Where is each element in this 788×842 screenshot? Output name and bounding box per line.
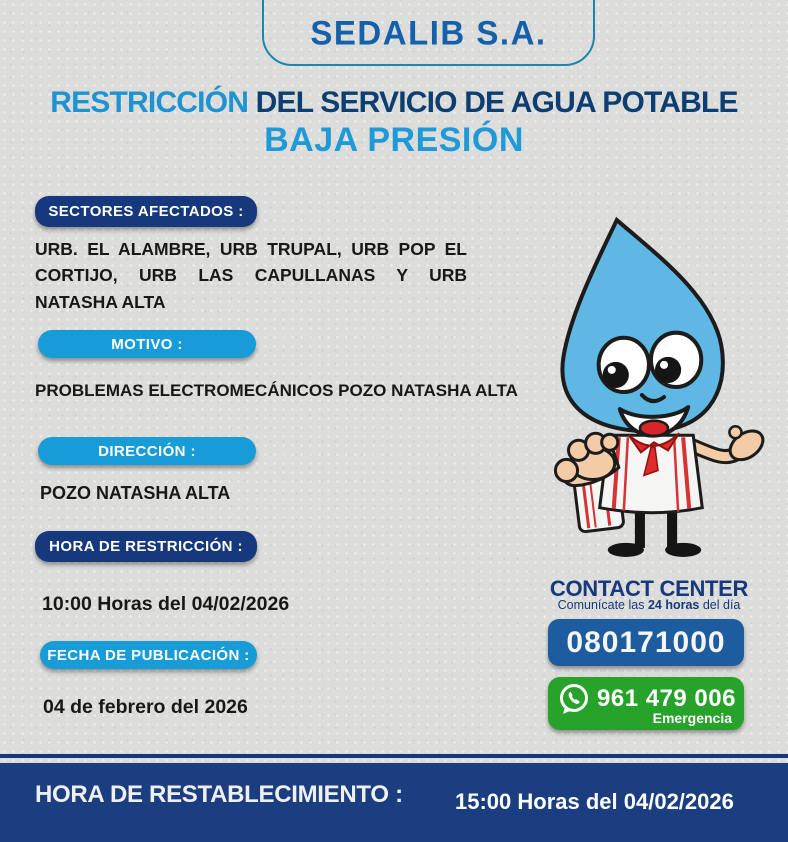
label-sectores-afectados: SECTORES AFECTADOS :	[35, 196, 257, 227]
sedalib-logo: SEDALIB S.A.	[310, 13, 547, 52]
contact-sub-hours: 24 horas	[647, 598, 700, 612]
value-hora-restriccion: 10:00 Horas del 04/02/2026	[42, 593, 290, 615]
label-fecha-publicacion: FECHA DE PUBLICACIÓN :	[40, 641, 257, 669]
poster-title	[0, 86, 788, 120]
contact-center-title: CONTACT CENTER	[549, 576, 749, 601]
water-drop-mascot-illustration	[540, 212, 772, 564]
contact-center-subtitle	[543, 598, 755, 612]
contact-sub-pre: Comunícate las	[557, 598, 648, 612]
poster-subtitle: BAJA PRESIÓN	[264, 121, 524, 159]
title-accent: RESTRICCIÓN	[50, 86, 249, 119]
value-sectores-afectados: URB. EL ALAMBRE, URB TRUPAL, URB POP EL CORTIJO, URB LAS CAPULLANAS Y URB NATASHA ALTA	[35, 239, 467, 312]
contact-phone-button[interactable]: 080171000	[548, 619, 744, 666]
whatsapp-number: 961 479 006	[597, 684, 736, 712]
footer-value: 15:00 Horas del 04/02/2026	[455, 789, 734, 814]
footer-bar	[0, 763, 788, 842]
value-direccion: POZO NATASHA ALTA	[40, 483, 231, 503]
footer-divider	[0, 754, 788, 758]
title-rest: DEL SERVICIO DE AGUA POTABLE	[248, 86, 738, 119]
label-hora-restriccion: HORA DE RESTRICCIÓN :	[35, 531, 257, 562]
value-fecha-publicacion: 04 de febrero del 2026	[43, 696, 248, 718]
whatsapp-tag: Emergencia	[652, 710, 732, 726]
footer-label: HORA DE RESTABLECIMIENTO :	[35, 781, 403, 808]
contact-sub-post: del día	[699, 598, 741, 612]
value-motivo: PROBLEMAS ELECTROMECÁNICOS POZO NATASHA ALTA	[35, 381, 518, 400]
whatsapp-emergency-button[interactable]	[548, 677, 744, 730]
logo-box	[262, 0, 595, 66]
whatsapp-icon	[556, 681, 592, 717]
label-direccion: DIRECCIÓN :	[38, 437, 256, 465]
label-motivo: MOTIVO :	[38, 330, 256, 358]
